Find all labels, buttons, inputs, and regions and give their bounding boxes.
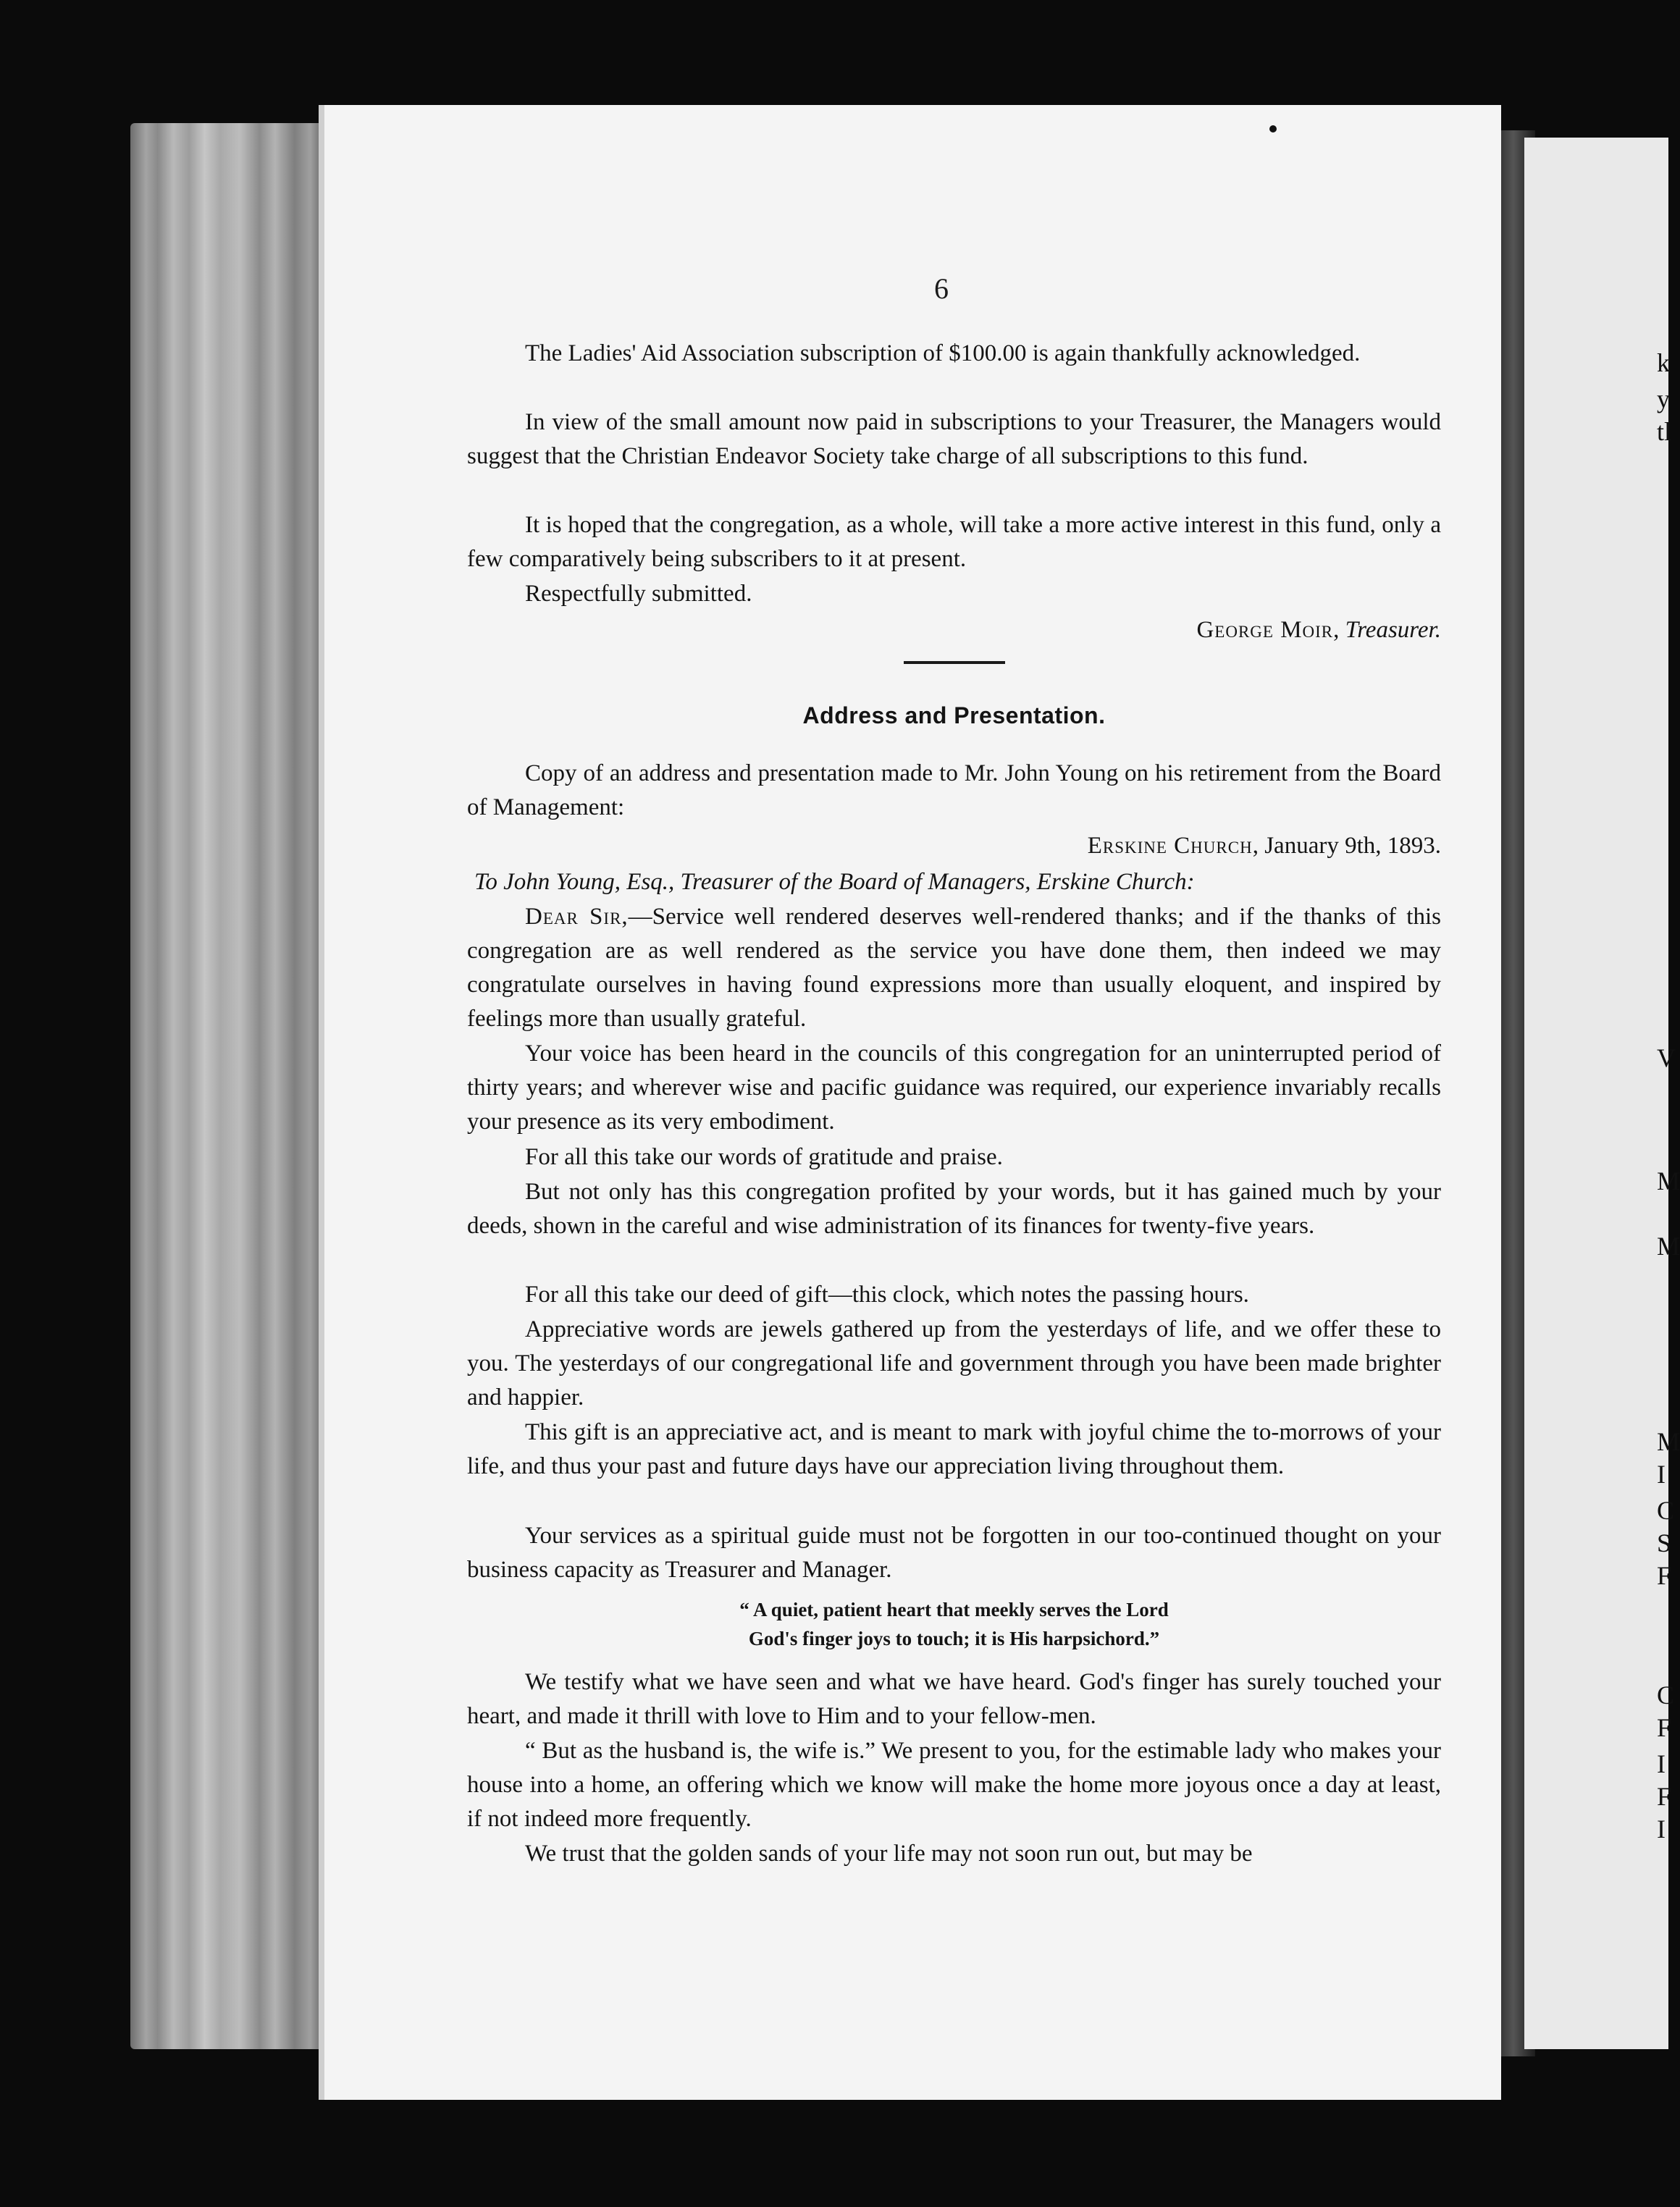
facing-page <box>1524 138 1668 2049</box>
facing-page-letter: F <box>1657 1561 1672 1590</box>
paragraph: We trust that the golden sands of your life may not soon run out, but may be <box>525 1841 1253 1867</box>
paragraph: But not only has this congregation profited by your words, but it has gained much by your deeds, shown in the careful and wise administration of its finances for twenty-five years. <box>467 1179 1441 1239</box>
facing-page-letter: S <box>1657 1529 1672 1557</box>
paragraph: Respectfully submitted. <box>525 581 752 607</box>
dear-sir: Dear Sir, <box>525 904 629 930</box>
facing-page-letter: F <box>1657 1782 1672 1811</box>
paragraph: For all this take our deed of gift—this clock, which notes the passing hours. <box>525 1282 1249 1308</box>
paragraph: For all this take our words of gratitude and praise. <box>525 1144 1003 1170</box>
dateline-place: Erskine Church <box>1087 833 1253 859</box>
book-page-edges <box>130 123 326 2049</box>
facing-page-letter: V <box>1657 1043 1676 1072</box>
section-divider <box>904 661 1005 664</box>
facing-page-letter: I <box>1657 1815 1666 1844</box>
paragraph: In view of the small amount now paid in subscriptions to your Treasurer, the Managers would suggest that the Christian Endeavor Society take charge of all subscriptions to this fund. <box>467 409 1441 469</box>
signature-line: George Moir, Treasurer. <box>1196 617 1441 643</box>
paragraph: “ But as the husband is, the wife is.” We present to you, for the estimable lady who makes your house into a home, an offering which we know will make the home more joyous once a day at least, if not indeed more frequently. <box>467 1738 1441 1832</box>
paragraph: This gift is an appreciative act, and is meant to mark with joyful chime the to-morrows of your life, and thus your past and future days have our appreciation living throughout them. <box>467 1419 1441 1479</box>
facing-page-letter: M <box>1657 1166 1680 1195</box>
paragraph: Your voice has been heard in the councils of this congregation for an uninterrupted period of thirty years; and wherever wise and pacific guidance was required, our experience invariably recalls your presence as its very embodiment. <box>467 1041 1441 1135</box>
facing-page-letter: M <box>1657 1427 1680 1456</box>
paragraph: The Ladies' Aid Association subscription of $100.00 is again thankfully acknowledged. <box>525 340 1361 366</box>
facing-page-letter: C <box>1657 1496 1675 1525</box>
quote-line: God's finger joys to touch; it is His harpsichord.” <box>748 1628 1160 1649</box>
salutation: To John Young, Esq., Treasurer of the Board of Managers, Erskine Church: <box>474 869 1195 895</box>
signature-title: Treasurer. <box>1345 617 1441 643</box>
facing-page-letter: C <box>1657 1681 1675 1710</box>
paragraph: We testify what we have seen and what we have heard. God's finger has surely touched your heart, and made it thrill with love to Him and to your fellow-men. <box>467 1669 1441 1729</box>
facing-page-letter: k <box>1657 348 1670 377</box>
dateline-date: , January 9th, 1893. <box>1252 833 1441 859</box>
paragraph: Appreciative words are jewels gathered up from the yesterdays of life, and we offer these to you. The yesterdays of our congregational life and government through you have been made brighter and happier. <box>467 1316 1441 1411</box>
facing-page-letter: I <box>1657 1749 1666 1778</box>
dateline <box>467 829 1441 863</box>
section-heading: Address and Presentation. <box>802 702 1106 728</box>
facing-page-letter: y <box>1657 384 1670 413</box>
facing-page-letter: I <box>1657 1460 1666 1489</box>
paragraph: Your services as a spiritual guide must not be forgotten in our too-continued thought on your business capacity as Treasurer and Manager. <box>467 1523 1441 1583</box>
quote-line: “ A quiet, patient heart that meekly serves the Lord <box>739 1599 1169 1620</box>
paragraph: Copy of an address and presentation made to Mr. John Young on his retirement from the Board of Management: <box>467 760 1441 820</box>
facing-page-letter: F <box>1657 1713 1672 1742</box>
signature-name: George Moir <box>1196 617 1334 643</box>
facing-page-letter: M <box>1657 1232 1680 1261</box>
page-number: 6 <box>934 272 949 305</box>
ink-speck <box>1269 125 1277 133</box>
facing-page-letter: tl <box>1657 417 1672 446</box>
paragraph: It is hoped that the congregation, as a whole, will take a more active interest in this fund, only a few comparatively being subscribers to it at present. <box>467 512 1441 572</box>
paragraph: Dear Sir,—Service well rendered deserves well-rendered thanks; and if the thanks of this congregation are as well rendered as the service you have done them, then indeed we may congratulate ourselves in having found expressions more than usually eloquent, and inspired by feelings more than usually grateful. <box>467 904 1441 1032</box>
